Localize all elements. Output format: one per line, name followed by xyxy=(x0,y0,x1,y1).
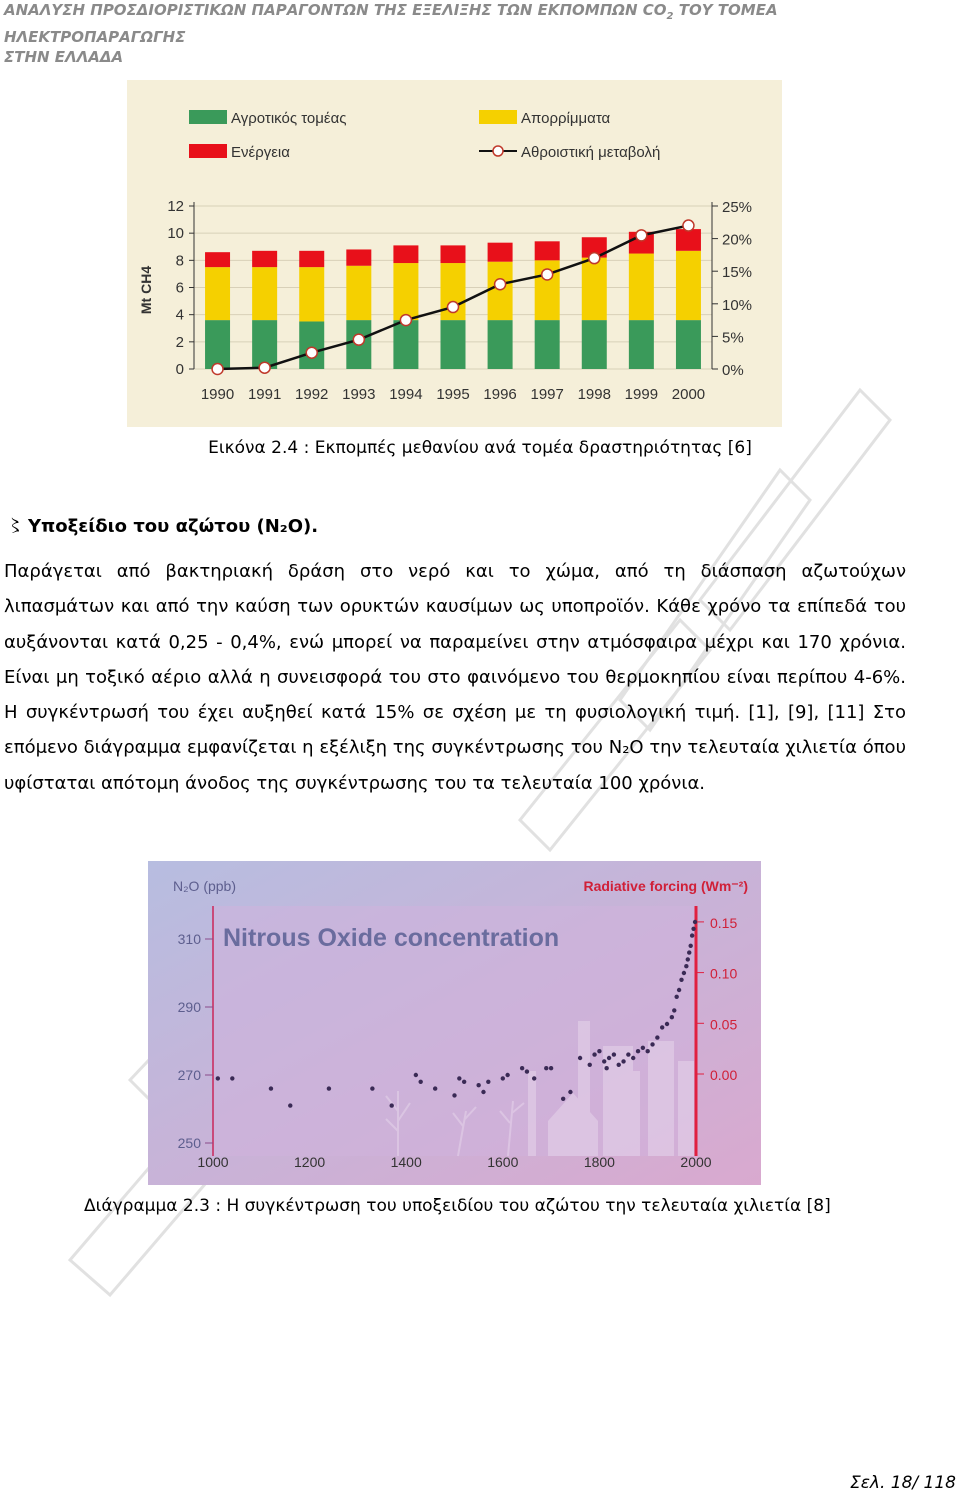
n2o-point xyxy=(670,1015,674,1019)
n2o-point xyxy=(418,1080,422,1084)
page-number: Σελ. 18/ 118 xyxy=(849,1473,956,1493)
legend-swatch-agri xyxy=(189,110,227,124)
n2o-point xyxy=(626,1052,630,1056)
n2o-point xyxy=(462,1080,466,1084)
bar-waste xyxy=(676,251,701,320)
n2o-point xyxy=(486,1080,490,1084)
n2o-point xyxy=(269,1086,273,1090)
cumulative-point xyxy=(448,302,459,313)
n2o-point xyxy=(568,1090,572,1094)
bar-agri xyxy=(535,320,560,369)
y-tick-label: 6 xyxy=(175,279,184,297)
n2o-point xyxy=(561,1097,565,1101)
bar-waste xyxy=(346,266,371,320)
n2o-y2-tick-label: 0.15 xyxy=(710,914,738,931)
x-tick-label: 1990 xyxy=(200,386,235,403)
x-tick-label: 1995 xyxy=(436,386,470,403)
n2o-y2-tick-label: 0.05 xyxy=(710,1016,738,1033)
n2o-point xyxy=(641,1046,645,1050)
n2o-y-tick-label: 290 xyxy=(177,999,201,1015)
x-tick-label: 1993 xyxy=(342,386,376,403)
n2o-point xyxy=(682,971,686,975)
legend-label-energy: Ενέργεια xyxy=(231,144,290,161)
cumulative-point xyxy=(353,334,364,345)
bar-waste xyxy=(488,262,513,320)
n2o-point xyxy=(693,920,697,924)
methane-chart xyxy=(127,80,782,427)
n2o-point xyxy=(578,1056,582,1060)
x-tick-label: 2000 xyxy=(671,386,706,403)
bar-energy xyxy=(488,243,513,262)
n2o-point xyxy=(677,988,681,992)
body-paragraph: Παράγεται από βακτηριακή δράση στο νερό και το χώμα, από τη διάσπαση αζωτούχων λιπασμάτων και από την καύση των ορυκτών καυσίμων ως υποπροϊόν. Κάθε χρόνο τα επίπεδά του αυξάνονται κατά 0,25 - 0,4%, ενώ μπορεί να παραμείνει στην ατμόσφαιρα μέχρι και 170 χρόνια. Είναι μη τοξικό αέριο αλλά η συνεισφορά του στο φαινόμενο του θερμοκηπίου είναι περίπου 4-6%. Η συγκέντρωσή του έχει αυξηθεί κατά 15% σε σχέση με τη φυσιολογική τιμή. [1], [9], [11] Στο επόμενο διάγραμμα εμφανίζεται η εξέλιξη της συγκέντρωσης του N₂O την τελευταία χιλιετία όπου υφίσταται απότομη άνοδος της συγκέντρωσης του τα τελευταία 100 χρόνια. xyxy=(4,561,906,794)
n2o-point xyxy=(646,1049,650,1053)
bar-energy xyxy=(346,249,371,265)
n2o-point xyxy=(588,1063,592,1067)
y2-tick-label: 20% xyxy=(722,231,753,249)
n2o-point xyxy=(604,1066,608,1070)
cumulative-point xyxy=(259,362,270,373)
n2o-point xyxy=(370,1086,374,1090)
n2o-point xyxy=(544,1066,548,1070)
y2-tick-label: 0% xyxy=(722,362,744,379)
header-subscript: 2 xyxy=(666,11,674,22)
n2o-point xyxy=(650,1042,654,1046)
n2o-y-tick-label: 270 xyxy=(177,1067,201,1083)
n2o-point xyxy=(688,944,692,948)
bar-energy xyxy=(535,241,560,260)
bullet-icon: 〻 xyxy=(6,516,24,537)
bar-waste xyxy=(299,267,324,321)
bar-agri xyxy=(393,320,418,369)
y-tick-label: 4 xyxy=(175,306,184,324)
y-tick-label: 12 xyxy=(167,198,184,215)
n2o-point xyxy=(230,1076,234,1080)
bar-agri xyxy=(299,321,324,369)
bar-agri xyxy=(488,320,513,369)
n2o-point xyxy=(617,1063,621,1067)
n2o-point xyxy=(457,1076,461,1080)
legend-label-agri: Αγροτικός τομέας xyxy=(231,110,347,127)
cumulative-point xyxy=(542,269,553,280)
cumulative-point xyxy=(636,230,647,241)
n2o-point xyxy=(505,1073,509,1077)
bar-agri xyxy=(582,320,607,369)
n2o-y-tick-label: 250 xyxy=(177,1135,201,1151)
n2o-y2-label: Radiative forcing (Wm⁻²) xyxy=(583,878,748,894)
n2o-point xyxy=(631,1056,635,1060)
n2o-point xyxy=(691,927,695,931)
header-line1: ΑΝΑΛΥΣΗ ΠΡΟΣΔΙΟΡΙΣΤΙΚΩΝ ΠΑΡΑΓΟΝΤΩΝ ΤΗΣ ΕΞΕΛΙΞΗΣ ΤΩΝ ΕΚΠΟΜΠΩΝ CO xyxy=(4,1,667,19)
n2o-title: Nitrous Oxide concentration xyxy=(223,924,560,952)
n2o-x-tick-label: 1600 xyxy=(487,1154,519,1170)
x-tick-label: 1992 xyxy=(295,386,329,403)
figure-caption-2: Διάγραμμα 2.3 : Η συγκέντρωση του υποξειδίου του αζώτου την τελευταία χιλιετία [8] xyxy=(84,1196,831,1216)
n2o-point xyxy=(602,1059,606,1063)
n2o-point xyxy=(525,1069,529,1073)
n2o-y-label: N₂O (ppb) xyxy=(173,878,237,894)
n2o-point xyxy=(433,1086,437,1090)
n2o-point xyxy=(612,1052,616,1056)
methane-chart-svg xyxy=(127,80,782,427)
n2o-point xyxy=(597,1049,601,1053)
bar-waste xyxy=(582,258,607,320)
x-tick-label: 1998 xyxy=(577,386,611,403)
bar-energy xyxy=(441,245,466,263)
bar-energy xyxy=(393,245,418,263)
n2o-point xyxy=(686,957,690,961)
n2o-point xyxy=(452,1093,456,1097)
n2o-point xyxy=(476,1083,480,1087)
y-tick-label: 10 xyxy=(167,225,184,243)
legend-swatch-waste xyxy=(479,110,517,124)
bar-waste xyxy=(629,254,654,321)
n2o-x-tick-label: 1200 xyxy=(294,1154,326,1170)
legend-label-cumulative: Αθροιστική μεταβολή xyxy=(521,144,661,161)
legend-label-waste: Απορρίμματα xyxy=(521,110,611,127)
bar-agri xyxy=(629,320,654,369)
n2o-point xyxy=(687,950,691,954)
section-heading-text: Υποξείδιο του αζώτου (N₂O). xyxy=(28,516,319,537)
bar-waste xyxy=(393,263,418,320)
n2o-point xyxy=(327,1086,331,1090)
header-line2: ΣΤΗΝ ΕΛΛΑΔΑ xyxy=(4,48,124,66)
bar-energy xyxy=(299,251,324,267)
n2o-point xyxy=(621,1059,625,1063)
x-tick-label: 1997 xyxy=(530,386,564,403)
section-heading xyxy=(6,512,318,538)
n2o-x-tick-label: 1000 xyxy=(197,1154,229,1170)
cumulative-point xyxy=(400,315,411,326)
n2o-point xyxy=(390,1103,394,1107)
n2o-y-tick-label: 310 xyxy=(177,931,201,947)
cumulative-point xyxy=(212,364,223,375)
n2o-point xyxy=(690,933,694,937)
bar-agri xyxy=(676,320,701,369)
n2o-point xyxy=(481,1090,485,1094)
x-tick-label: 1994 xyxy=(389,386,423,403)
x-tick-label: 1991 xyxy=(247,386,282,403)
y-tick-label: 2 xyxy=(175,333,184,351)
n2o-point xyxy=(592,1052,596,1056)
n2o-point xyxy=(532,1076,536,1080)
n2o-y2-tick-label: 0.10 xyxy=(710,965,738,982)
y-axis-label: Mt CH4 xyxy=(138,265,154,315)
cumulative-point xyxy=(495,279,506,290)
y2-tick-label: 5% xyxy=(722,329,744,347)
n2o-point xyxy=(684,964,688,968)
n2o-point xyxy=(288,1103,292,1107)
figure-caption-1: Εικόνα 2.4 : Εκπομπές μεθανίου ανά τομέα δραστηριότητας [6] xyxy=(208,438,752,458)
n2o-point xyxy=(655,1035,659,1039)
bar-energy xyxy=(205,252,230,267)
bar-waste xyxy=(252,267,277,320)
n2o-point xyxy=(660,1025,664,1029)
header-line1-end: ΤΟΥ ΤΟΜΕΑ ΗΛΕΚΤΡΟΠΑΡΑΓΩΓΗΣ xyxy=(4,1,778,46)
bar-agri xyxy=(205,320,230,369)
n2o-point xyxy=(216,1076,220,1080)
n2o-x-tick-label: 1800 xyxy=(583,1154,615,1170)
x-tick-label: 1996 xyxy=(483,386,517,403)
n2o-point xyxy=(501,1076,505,1080)
n2o-point xyxy=(549,1066,553,1070)
y2-tick-label: 15% xyxy=(722,264,753,282)
running-header xyxy=(4,0,954,67)
x-tick-label: 1999 xyxy=(624,386,659,403)
n2o-point xyxy=(674,995,678,999)
cumulative-point xyxy=(306,347,317,358)
n2o-y2-tick-label: 0.00 xyxy=(710,1067,738,1083)
n2o-x-tick-label: 2000 xyxy=(680,1154,712,1170)
n2o-x-tick-label: 1400 xyxy=(390,1154,422,1170)
bar-waste xyxy=(205,267,230,320)
bar-energy xyxy=(676,229,701,251)
n2o-point xyxy=(607,1056,611,1060)
n2o-chart xyxy=(148,861,761,1185)
y-tick-label: 8 xyxy=(175,252,184,270)
y-tick-label: 0 xyxy=(175,361,184,378)
cumulative-point xyxy=(683,220,694,231)
bar-energy xyxy=(252,251,277,267)
n2o-point xyxy=(665,1022,669,1026)
n2o-point xyxy=(679,978,683,982)
y2-tick-label: 25% xyxy=(722,199,753,216)
y2-tick-label: 10% xyxy=(722,296,753,314)
cumulative-point xyxy=(589,253,600,264)
n2o-point xyxy=(672,1008,676,1012)
n2o-point xyxy=(636,1049,640,1053)
n2o-point xyxy=(520,1066,524,1070)
n2o-chart-svg xyxy=(148,861,761,1185)
n2o-point xyxy=(414,1073,418,1077)
bar-agri xyxy=(441,320,466,369)
legend-swatch-energy xyxy=(189,144,227,158)
legend-marker-cumulative xyxy=(493,146,503,156)
